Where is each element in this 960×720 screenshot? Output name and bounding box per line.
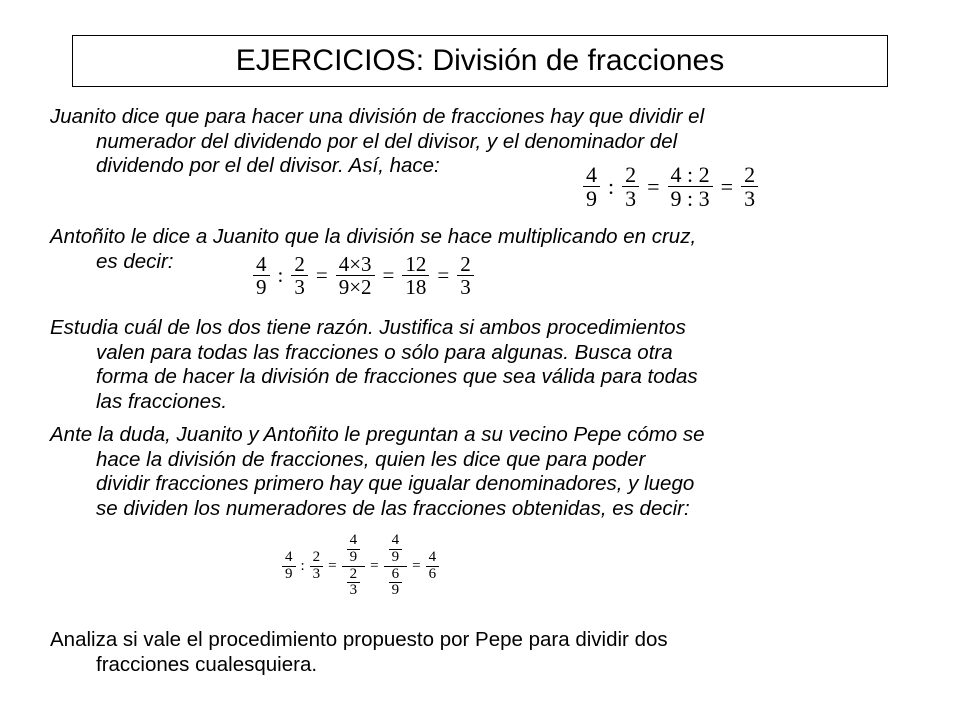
- paragraph-antonito: [50, 225, 910, 274]
- paragraph-analiza: [50, 628, 910, 677]
- paragraph-line: valen para todas las fracciones o sólo para algunas. Busca otra: [96, 340, 673, 364]
- paragraph-juanito: [50, 105, 910, 179]
- paragraph-line: las fracciones.: [96, 389, 228, 413]
- paragraph-line: hace la división de fracciones, quien les dice que para poder: [96, 447, 646, 471]
- paragraph-line: dividendo por el del divisor. Así, hace:: [96, 154, 440, 177]
- paragraph-line: Analiza si vale el procedimiento propuesto por Pepe para dividir dos: [50, 628, 668, 651]
- paragraph-pepe: [50, 423, 910, 521]
- paragraph-line: es decir:: [96, 249, 174, 273]
- fraction: $\frac{12}{18}$: [402, 253, 429, 298]
- fraction: $\frac{2}{3}$: [741, 163, 758, 210]
- fraction: $\frac{2}{3}$: [622, 163, 639, 210]
- equals-sign: =: [412, 557, 421, 574]
- fraction: $\frac{4}{9}$: [389, 533, 403, 566]
- fraction: $\frac{4\times 3}{9\times 2}$: [336, 253, 375, 298]
- paragraph-line: forma de hacer la división de fracciones que sea válida para todas: [96, 365, 698, 388]
- fraction: $\frac{2}{3}$: [347, 567, 361, 600]
- fraction: $\frac{2}{3}$: [457, 253, 474, 298]
- fraction: $\frac{4}{9}$: [282, 550, 296, 583]
- paragraph-line: fracciones cualesquiera.: [96, 652, 318, 676]
- compound-fraction: [342, 533, 366, 599]
- equals-sign: =: [720, 173, 734, 199]
- paragraph-line: Ante la duda, Juanito y Antoñito le preguntan a su vecino Pepe cómo se: [50, 423, 705, 446]
- formula-pepe: [280, 533, 441, 599]
- equals-sign: =: [328, 557, 337, 574]
- fraction: $\frac{2}{3}$: [291, 253, 308, 298]
- formula-antonito: [250, 253, 477, 298]
- paragraph-line: Antoñito le dice a Juanito que la división se hace multiplicando en cruz,: [50, 225, 697, 248]
- compound-fraction: [384, 533, 408, 599]
- fraction: $\frac{4}{9}$: [347, 533, 361, 566]
- title-box: [72, 35, 888, 87]
- fraction: $\frac{4 : 2}{9 : 3}$: [668, 163, 713, 210]
- page-title: EJERCICIOS: División de fracciones: [235, 44, 725, 77]
- fraction: $\frac{6}{9}$: [389, 567, 403, 600]
- equals-sign: =: [647, 173, 660, 199]
- division-sign: :: [300, 557, 305, 574]
- paragraph-line: Juanito dice que para hacer una división de fracciones hay que dividir el: [50, 105, 705, 128]
- equals-sign: =: [382, 263, 395, 288]
- division-sign: :: [277, 263, 284, 288]
- paragraph-line: Estudia cuál de los dos tiene razón. Justifica si ambos procedimientos: [50, 316, 686, 339]
- fraction: $\frac{2}{3}$: [310, 550, 324, 583]
- equals-sign: =: [437, 263, 450, 288]
- equals-sign: =: [315, 263, 328, 288]
- division-sign: :: [608, 173, 615, 199]
- fraction: $\frac{4}{9}$: [253, 253, 270, 298]
- formula-juanito: [580, 163, 761, 210]
- paragraph-estudia: [50, 316, 910, 414]
- paragraph-line: numerador del dividendo por el del divisor, y el denominador del: [96, 129, 678, 153]
- paragraph-line: dividir fracciones primero hay que igualar denominadores, y luego: [96, 472, 695, 495]
- paragraph-line: se dividen los numeradores de las fracciones obtenidas, es decir:: [96, 496, 690, 520]
- equals-sign: =: [370, 557, 379, 574]
- fraction: $\frac{4}{9}$: [583, 163, 600, 210]
- fraction: $\frac{4}{6}$: [426, 550, 440, 583]
